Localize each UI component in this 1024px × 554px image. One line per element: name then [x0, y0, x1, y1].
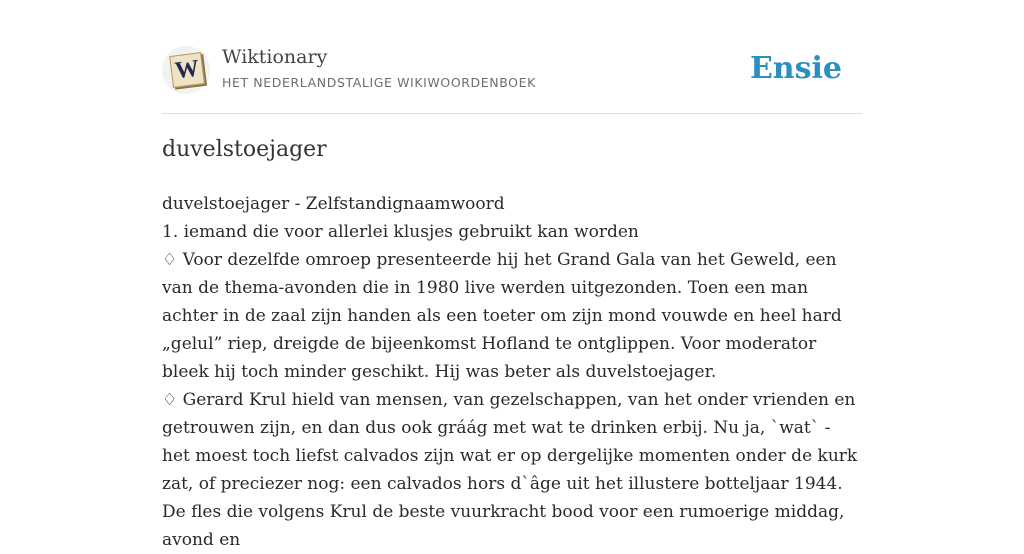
page — [162, 0, 862, 550]
entry-heading: duvelstoejager - Zelfstandignaamwoord — [162, 194, 505, 214]
example-quote: ♢ Gerard Krul hield van mensen, van gezelschappen, van het onder vrienden en getrouwen zijn, en dan dus ook gráág met wat te drinken erbij. Nu ja, `wat` - het moest toch liefst calvados zijn wat er op dergelijke momenten onder de kurk zat, of preciezer nog: een calvados hors d`âge uit het illustere botteljaar 1944. De fles die volgens Krul de beste vuurkracht bood voor een rumoerige middag, avond en — [162, 390, 858, 550]
logo-tile: W — [169, 52, 205, 88]
ensie-brand-link[interactable]: Ensie — [749, 51, 842, 86]
example-quote: ♢ Voor dezelfde omroep presenteerde hij het Grand Gala van het Geweld, een van de thema-avonden die in 1980 live werden uitgezonden. Toen een man achter in de zaal zijn handen als een toeter om zijn mond vouwde en heel hard „gelul” riep, dreigde de bijeenkomst Hofland te ontglippen. Voor moderator bleek hij toch minder geschikt. Hij was beter als duvelstoejager. — [162, 250, 842, 382]
site-subtitle: HET NEDERLANDSTALIGE WIKIWOORDENBOEK — [222, 75, 536, 90]
page-title: duvelstoejager — [162, 137, 327, 162]
site-header — [162, 0, 862, 114]
wiktionary-logo-icon[interactable] — [162, 46, 210, 94]
entry-content — [162, 190, 862, 554]
site-title[interactable]: Wiktionary — [222, 46, 328, 68]
entry-definition: 1. iemand die voor allerlei klusjes gebruikt kan worden — [162, 222, 639, 242]
